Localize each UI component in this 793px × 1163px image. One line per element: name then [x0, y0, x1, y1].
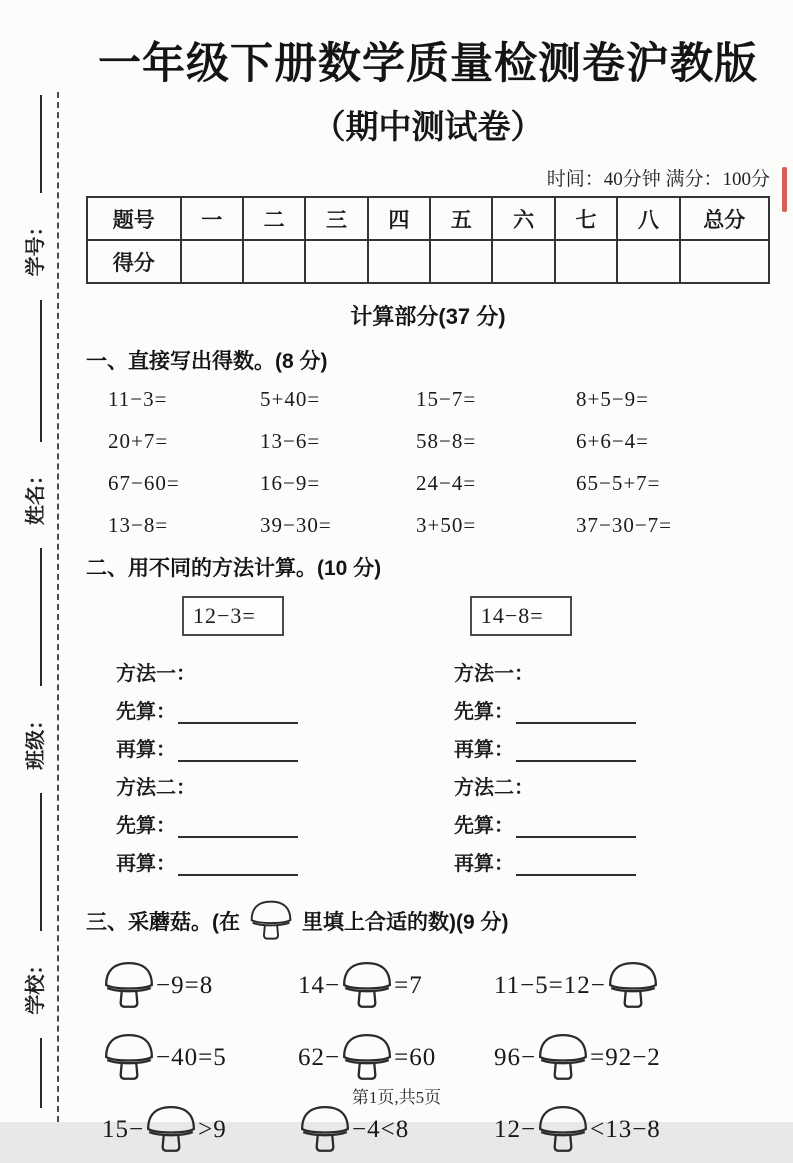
problem-box-right[interactable]: 14−8=: [470, 596, 572, 636]
math-problem[interactable]: 58−8=: [416, 429, 477, 453]
paper-title: 一年级下册数学质量检测卷沪教版: [98, 41, 758, 88]
method-column-right: [454, 648, 770, 885]
score-header-cell: 六: [492, 197, 554, 240]
paper-subtitle: （期中测试卷）: [312, 110, 544, 146]
score-entry-cell[interactable]: [305, 240, 367, 283]
equation-text: 96−: [494, 1044, 537, 1071]
equation-text: 15−: [102, 1116, 145, 1143]
equation-text: 14−: [298, 972, 341, 999]
math-problem[interactable]: 15−7=: [416, 387, 477, 411]
first-step-label: 先算：: [454, 815, 514, 837]
mushroom-blank-icon[interactable]: [298, 1102, 352, 1158]
score-row-label: 得分: [87, 240, 181, 283]
answer-line[interactable]: [516, 858, 636, 876]
math-problem[interactable]: 13−6=: [260, 429, 321, 453]
question2-problem-boxes: [86, 596, 770, 636]
answer-line[interactable]: [516, 744, 636, 762]
equation-text: =60: [394, 1044, 437, 1071]
part-title: 计算部分(37 分): [350, 304, 506, 329]
answer-line[interactable]: [178, 744, 298, 762]
mushroom-blank-icon[interactable]: [102, 1030, 156, 1086]
seal-dashed-line: [57, 92, 59, 1122]
question1-problem-grid: [86, 387, 770, 538]
math-problem[interactable]: 11−3=: [108, 387, 168, 411]
answer-line[interactable]: [516, 820, 636, 838]
equation-text: 62−: [298, 1044, 341, 1071]
score-header-cell: 四: [368, 197, 430, 240]
first-step-label: 先算：: [454, 701, 514, 723]
margin-write-line[interactable]: [25, 95, 42, 193]
equation-text: =92−2: [590, 1044, 661, 1071]
score-entry-cell[interactable]: [492, 240, 554, 283]
score-entry-cell[interactable]: [243, 240, 305, 283]
first-step-label: 先算：: [116, 701, 176, 723]
then-step-label: 再算：: [116, 739, 176, 761]
equation-text: >9: [198, 1116, 227, 1143]
score-entry-cell[interactable]: [555, 240, 617, 283]
score-header-cell: 五: [430, 197, 492, 240]
score-header-cell: 七: [555, 197, 617, 240]
question3-title-suffix: 里填上合适的数)(9 分): [302, 911, 509, 934]
mushroom-blank-icon[interactable]: [536, 1102, 590, 1158]
question3-equation-grid: [86, 953, 770, 1163]
math-problem[interactable]: 5+40=: [260, 387, 321, 411]
math-problem[interactable]: 65−5+7=: [576, 471, 661, 495]
equation-text: −40=5: [156, 1044, 227, 1071]
then-step-label: 再算：: [454, 739, 514, 761]
math-problem[interactable]: 6+6−4=: [576, 429, 650, 453]
mushroom-equation: [298, 1025, 494, 1091]
school-field-label: 学校：: [24, 954, 47, 1015]
mushroom-blank-icon[interactable]: [606, 958, 660, 1014]
math-problem[interactable]: 3+50=: [416, 513, 477, 537]
name-write-line[interactable]: [25, 549, 42, 687]
mushroom-equation: [494, 953, 770, 1019]
score-entry-cell[interactable]: [680, 240, 769, 283]
answer-line[interactable]: [516, 706, 636, 724]
answer-line[interactable]: [178, 858, 298, 876]
score-entry-cell[interactable]: [368, 240, 430, 283]
mushroom-equation: [298, 953, 494, 1019]
math-problem[interactable]: 13−8=: [108, 513, 169, 537]
mushroom-equation: [494, 1025, 770, 1091]
equation-text: 12−: [494, 1116, 537, 1143]
math-problem[interactable]: 24−4=: [416, 471, 477, 495]
math-problem[interactable]: 67−60=: [108, 471, 180, 495]
score-entry-cell[interactable]: [617, 240, 679, 283]
mushroom-blank-icon[interactable]: [340, 1030, 394, 1086]
score-header-cell: 总分: [680, 197, 769, 240]
method1-label: 方法一：: [454, 663, 534, 685]
mushroom-blank-icon[interactable]: [144, 1102, 198, 1158]
math-problem[interactable]: 37−30−7=: [576, 513, 673, 537]
mushroom-equation: [102, 1025, 298, 1091]
mushroom-blank-icon[interactable]: [102, 958, 156, 1014]
question2-title: 二、用不同的方法计算。(10 分): [86, 557, 382, 580]
method2-label: 方法二：: [116, 777, 196, 799]
student-id-field-label: 学号：: [24, 216, 47, 277]
score-table-header-row: [87, 197, 769, 240]
score-header-cell: 一: [181, 197, 243, 240]
equation-text: <13−8: [590, 1116, 661, 1143]
equation-text: −9=8: [156, 972, 214, 999]
question3-title-prefix: 三、采蘑菇。(在: [86, 911, 240, 934]
method-column-left: [116, 648, 432, 885]
then-step-label: 再算：: [454, 853, 514, 875]
score-table-score-row: [87, 240, 769, 283]
score-entry-cell[interactable]: [430, 240, 492, 283]
question1-title: 一、直接写出得数。(8 分): [86, 350, 328, 373]
score-header-cell: 八: [617, 197, 679, 240]
mushroom-blank-icon[interactable]: [340, 958, 394, 1014]
score-header-cell: 三: [305, 197, 367, 240]
question3-title: [86, 899, 770, 943]
first-step-label: 先算：: [116, 815, 176, 837]
question2-methods: [86, 648, 770, 885]
score-header-cell: 题号: [87, 197, 181, 240]
time-score-meta: 时间：40分钟 满分：100分: [546, 169, 770, 190]
math-problem[interactable]: 20+7=: [108, 429, 169, 453]
score-header-cell: 二: [243, 197, 305, 240]
page-number: 第1页,共5页: [351, 1088, 442, 1107]
answer-line[interactable]: [178, 706, 298, 724]
method1-label: 方法一：: [116, 663, 196, 685]
student-id-write-line[interactable]: [25, 300, 42, 442]
name-field-label: 姓名：: [24, 465, 47, 526]
student-info-margin: [12, 95, 54, 1108]
math-problem[interactable]: 8+5−9=: [576, 387, 650, 411]
problem-box-left[interactable]: 12−3=: [182, 596, 284, 636]
then-step-label: 再算：: [116, 853, 176, 875]
paper-content: [86, 0, 770, 1163]
class-write-line[interactable]: [25, 793, 42, 931]
equation-text: =7: [394, 972, 423, 999]
equation-text: 11−5=12−: [494, 972, 606, 999]
equation-text: −4<8: [352, 1116, 410, 1143]
score-table: [86, 196, 770, 284]
answer-line[interactable]: [178, 820, 298, 838]
math-problem[interactable]: 39−30=: [260, 513, 332, 537]
red-grading-mark: [782, 167, 787, 212]
class-field-label: 班级：: [24, 709, 47, 770]
mushroom-equation: [102, 953, 298, 1019]
method2-label: 方法二：: [454, 777, 534, 799]
mushroom-blank-icon[interactable]: [536, 1030, 590, 1086]
score-entry-cell[interactable]: [181, 240, 243, 283]
math-problem[interactable]: 16−9=: [260, 471, 321, 495]
mushroom-icon: [246, 899, 296, 943]
